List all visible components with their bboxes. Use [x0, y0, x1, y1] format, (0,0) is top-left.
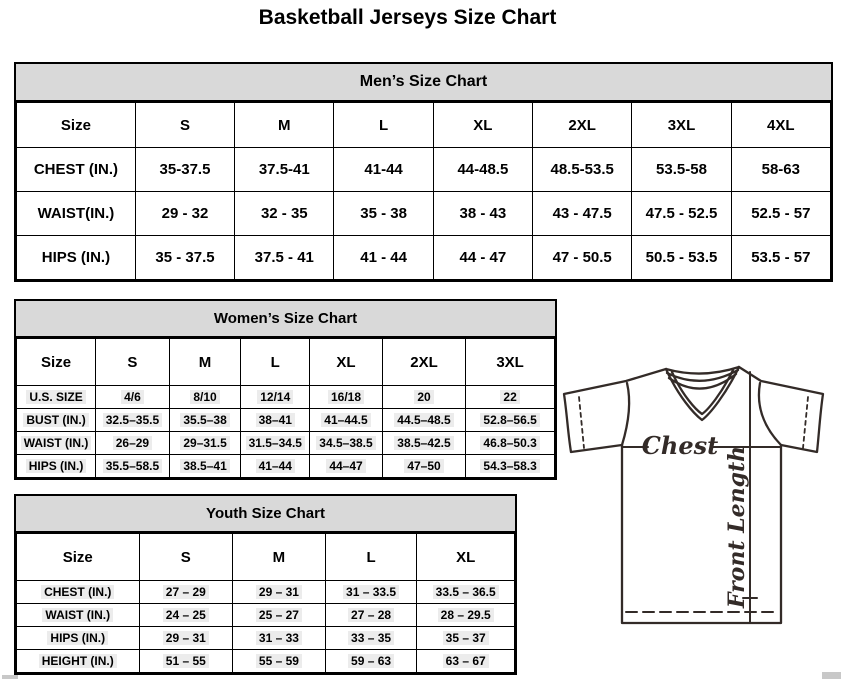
youth_chart-column-header: L: [325, 534, 417, 581]
youth_chart-cell: [139, 650, 233, 673]
youth_chart-row: [17, 604, 515, 627]
youth-size-chart: [14, 494, 517, 675]
mens_chart-cell: 44-48.5: [433, 148, 532, 192]
youth_chart-row-label-text: WAIST (IN.): [42, 608, 113, 622]
mens_chart-column-header: S: [135, 103, 234, 148]
youth_chart-row-label: [17, 604, 140, 627]
womens_chart-cell-text: 38.5–42.5: [394, 436, 453, 450]
womens_chart-cell-text: 29–31.5: [180, 436, 229, 450]
womens_chart-cell-text: 34.5–38.5: [316, 436, 375, 450]
womens_chart-row-label: [17, 432, 96, 455]
womens_chart-row-label-text: HIPS (IN.): [26, 459, 87, 473]
womens_chart-cell: [169, 432, 241, 455]
youth_chart-cell: [233, 604, 326, 627]
womens_chart-row: [17, 455, 555, 478]
womens_chart-cell: [169, 455, 241, 478]
womens_chart-column-header: 2XL: [382, 339, 465, 386]
chest-label: Chest: [641, 431, 719, 460]
womens_chart-cell: [310, 455, 383, 478]
mens_chart-cell: 38 - 43: [433, 192, 532, 236]
mens_chart-column-header: XL: [433, 103, 532, 148]
jersey-right-sleeve: [739, 367, 823, 452]
youth_chart-cell: [417, 581, 515, 604]
jersey-measurement-diagram: [545, 352, 843, 647]
youth_chart-row-label-text: HIPS (IN.): [47, 631, 108, 645]
jersey-left-armhole: [622, 383, 629, 445]
womens_chart-cell-text: 38.5–41: [180, 459, 229, 473]
jersey-collar-back: [666, 367, 739, 374]
youth_chart-cell: [417, 627, 515, 650]
womens_chart-cell-text: 8/10: [190, 390, 219, 404]
mens_chart-cell: 53.5 - 57: [731, 236, 830, 280]
womens_chart-row-label-text: U.S. SIZE: [26, 390, 85, 404]
mens_chart-row-label: WAIST(IN.): [17, 192, 136, 236]
youth_chart-header-row: [17, 534, 515, 581]
scrollbar-fragment-right: [822, 672, 841, 679]
jersey-left-cuff-stitch: [579, 397, 584, 448]
jersey-outline-svg: [545, 352, 843, 647]
mens_chart-row-label: CHEST (IN.): [17, 148, 136, 192]
womens_chart-cell: [96, 386, 170, 409]
youth_chart-cell-text: 51 – 55: [163, 654, 209, 668]
womens_chart-header-row: [17, 339, 555, 386]
womens_chart-row-label: [17, 386, 96, 409]
mens_chart-cell: 32 - 35: [235, 192, 334, 236]
youth_chart-row-label-text: HEIGHT (IN.): [39, 654, 117, 668]
womens_chart-cell: [466, 409, 555, 432]
youth_chart-cell: [417, 650, 515, 673]
youth_chart-cell: [325, 650, 417, 673]
page-title: Basketball Jerseys Size Chart: [258, 6, 557, 29]
mens_chart-cell: 35 - 38: [334, 192, 433, 236]
youth_chart-row-label: [17, 581, 140, 604]
womens_chart-cell: [382, 409, 465, 432]
mens_chart-cell: 52.5 - 57: [731, 192, 830, 236]
womens_chart-cell: [382, 455, 465, 478]
womens_chart-cell: [466, 386, 555, 409]
mens_chart-row: [17, 236, 831, 280]
womens_chart-cell-text: 26–29: [113, 436, 152, 450]
mens_chart-row-label: HIPS (IN.): [17, 236, 136, 280]
womens_chart-cell-text: 41–44.5: [321, 413, 370, 427]
womens_chart-column-header: XL: [310, 339, 383, 386]
mens_chart-cell: 35 - 37.5: [135, 236, 234, 280]
mens_chart-column-header: L: [334, 103, 433, 148]
mens_chart-cell: 47.5 - 52.5: [632, 192, 731, 236]
youth_chart-cell-text: 27 – 29: [163, 585, 209, 599]
womens_chart-row: [17, 409, 555, 432]
youth_chart-cell-text: 55 – 59: [256, 654, 302, 668]
womens_chart-cell: [241, 409, 310, 432]
mens_chart-column-header: 3XL: [632, 103, 731, 148]
mens_chart-column-header: 4XL: [731, 103, 830, 148]
youth_chart-cell: [417, 604, 515, 627]
womens-size-chart-title: Women’s Size Chart: [16, 301, 555, 338]
youth_chart-cell-text: 31 – 33.5: [343, 585, 399, 599]
womens_chart-row: [17, 386, 555, 409]
womens_chart-cell-text: 35.5–38: [180, 413, 229, 427]
mens_chart-cell: 53.5-58: [632, 148, 731, 192]
womens_chart-cell: [241, 455, 310, 478]
womens_chart-cell: [96, 455, 170, 478]
youth_chart-row: [17, 627, 515, 650]
womens_chart-cell: [96, 409, 170, 432]
jersey-right-cuff-stitch: [803, 397, 808, 448]
womens_chart-column-header: M: [169, 339, 241, 386]
youth_chart-cell: [233, 627, 326, 650]
womens_chart-row-label-text: WAIST (IN.): [21, 436, 92, 450]
mens_chart-cell: 58-63: [731, 148, 830, 192]
mens_chart-cell: 29 - 32: [135, 192, 234, 236]
youth_chart-cell: [139, 581, 233, 604]
mens_chart-cell: 41 - 44: [334, 236, 433, 280]
youth_chart-column-header: S: [139, 534, 233, 581]
womens_chart-cell: [169, 386, 241, 409]
mens-size-chart: [14, 62, 833, 282]
youth_chart-cell-text: 28 – 29.5: [438, 608, 494, 622]
youth_chart-cell-text: 25 – 27: [256, 608, 302, 622]
youth_chart-row: [17, 650, 515, 673]
youth_chart-cell-text: 27 – 28: [348, 608, 394, 622]
youth_chart-cell: [233, 581, 326, 604]
youth_chart-cell-text: 31 – 33: [256, 631, 302, 645]
womens_chart-row-label: [17, 455, 96, 478]
womens_chart-cell-text: 46.8–50.3: [480, 436, 539, 450]
womens_chart-cell-text: 47–50: [404, 459, 443, 473]
mens_chart-header-row: [17, 103, 831, 148]
mens_chart-column-header: Size: [17, 103, 136, 148]
womens_chart-row: [17, 432, 555, 455]
womens_chart-cell-text: 32.5–35.5: [103, 413, 162, 427]
womens_chart-cell-text: 44–47: [326, 459, 365, 473]
youth_chart-cell: [325, 581, 417, 604]
youth_chart-cell-text: 59 – 63: [348, 654, 394, 668]
youth_chart-cell-text: 24 – 25: [163, 608, 209, 622]
jersey-body: [622, 445, 781, 623]
womens_chart-cell-text: 44.5–48.5: [394, 413, 453, 427]
womens_chart-column-header: L: [241, 339, 310, 386]
youth_chart-cell: [139, 627, 233, 650]
womens_chart-cell-text: 38–41: [256, 413, 295, 427]
youth_chart-column-header: XL: [417, 534, 515, 581]
mens_chart-cell: 37.5 - 41: [235, 236, 334, 280]
womens_chart-cell: [241, 432, 310, 455]
womens_chart-cell: [382, 432, 465, 455]
womens_chart-cell: [241, 386, 310, 409]
womens_chart-cell: [96, 432, 170, 455]
mens_chart-column-header: M: [235, 103, 334, 148]
mens-size-chart-title: Men’s Size Chart: [16, 64, 831, 102]
womens-size-chart: [14, 299, 557, 480]
youth_chart-cell-text: 29 – 31: [256, 585, 302, 599]
youth_chart-row: [17, 581, 515, 604]
youth_chart-cell: [233, 650, 326, 673]
womens_chart-cell: [310, 386, 383, 409]
youth_chart-column-header: M: [233, 534, 326, 581]
womens_chart-cell-text: 22: [500, 390, 519, 404]
womens_chart-cell: [382, 386, 465, 409]
womens_chart-cell-text: 41–44: [256, 459, 295, 473]
womens_chart-cell-text: 20: [414, 390, 433, 404]
womens_chart-cell: [310, 432, 383, 455]
womens_chart-cell: [169, 409, 241, 432]
womens_chart-row-label: [17, 409, 96, 432]
mens_chart-cell: 44 - 47: [433, 236, 532, 280]
scrollbar-fragment-left: [2, 675, 18, 679]
youth_chart-cell-text: 29 – 31: [163, 631, 209, 645]
youth_chart-row-label: [17, 650, 140, 673]
mens_chart-cell: 48.5-53.5: [533, 148, 632, 192]
womens_chart-cell: [466, 432, 555, 455]
womens_chart-row-label-text: BUST (IN.): [23, 413, 88, 427]
jersey-right-armhole: [759, 383, 781, 445]
youth_chart-row-label-text: CHEST (IN.): [41, 585, 114, 599]
youth_chart-cell-text: 63 – 67: [443, 654, 489, 668]
mens_chart-column-header: 2XL: [533, 103, 632, 148]
front-length-label: Front Length: [724, 445, 750, 609]
womens_chart-cell-text: 52.8–56.5: [480, 413, 539, 427]
womens_chart-cell-text: 54.3–58.3: [480, 459, 539, 473]
womens_chart-cell-text: 31.5–34.5: [246, 436, 305, 450]
youth_chart-column-header: Size: [17, 534, 140, 581]
youth_chart-cell-text: 35 – 37: [443, 631, 489, 645]
womens_chart-column-header: Size: [17, 339, 96, 386]
mens_chart-row: [17, 148, 831, 192]
womens_chart-cell: [466, 455, 555, 478]
mens_chart-cell: 35-37.5: [135, 148, 234, 192]
mens_chart-cell: 41-44: [334, 148, 433, 192]
mens_chart-cell: 47 - 50.5: [533, 236, 632, 280]
womens_chart-column-header: 3XL: [466, 339, 555, 386]
youth_chart-cell: [325, 604, 417, 627]
youth_chart-cell: [139, 604, 233, 627]
womens_chart-column-header: S: [96, 339, 170, 386]
womens_chart-cell-text: 12/14: [257, 390, 293, 404]
womens_chart-cell-text: 16/18: [328, 390, 364, 404]
mens_chart-row: [17, 192, 831, 236]
mens_chart-cell: 37.5-41: [235, 148, 334, 192]
youth_chart-cell-text: 33 – 35: [348, 631, 394, 645]
womens_chart-cell-text: 4/6: [121, 390, 144, 404]
mens_chart-cell: 50.5 - 53.5: [632, 236, 731, 280]
youth-size-chart-title: Youth Size Chart: [16, 496, 515, 533]
mens_chart-cell: 43 - 47.5: [533, 192, 632, 236]
youth_chart-cell: [325, 627, 417, 650]
youth_chart-row-label: [17, 627, 140, 650]
womens_chart-cell-text: 35.5–58.5: [103, 459, 162, 473]
youth_chart-cell-text: 33.5 – 36.5: [433, 585, 499, 599]
womens_chart-cell: [310, 409, 383, 432]
